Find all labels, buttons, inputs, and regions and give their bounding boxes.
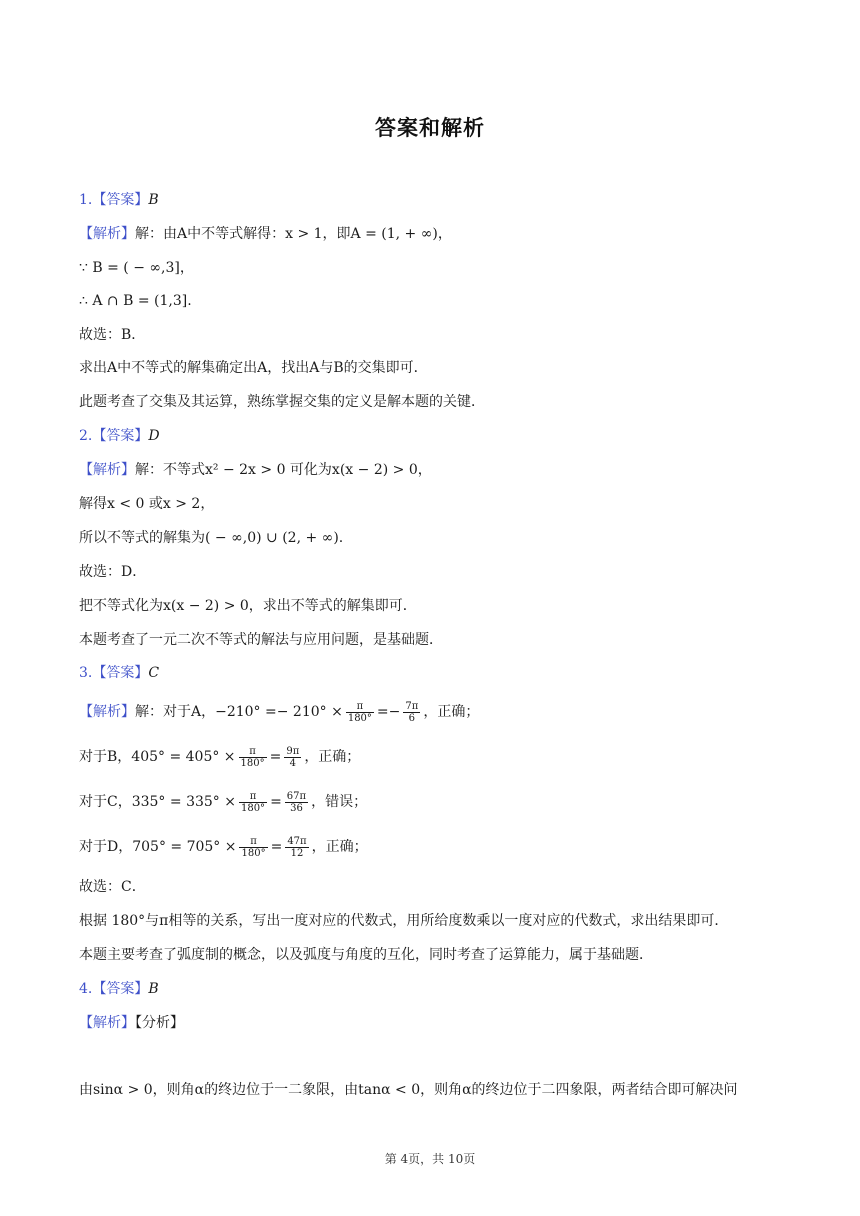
question-number: 1. [79,192,93,208]
answer-line-1 [79,190,159,210]
denominator: 6 [408,712,416,724]
formula-text: 对于D，705° = 705° × [79,839,237,855]
analysis-line: 本题主要考查了弧度制的概念，以及弧度与角度的互化，同时考查了运算能力，属于基础题． [79,947,653,963]
question-number: 2. [79,428,93,444]
formula-text: ，正确； [304,749,361,765]
analysis-tag: 【解析】 [79,704,135,720]
question-number: 4. [79,981,93,997]
formula-text: = [269,749,282,765]
fraction [403,701,420,724]
answer-tag: 【答案】 [92,428,149,444]
analysis-tag: 【解析】 [79,226,135,242]
analysis-line [79,1013,184,1033]
denominator: 180° [241,847,266,859]
formula-text: ，正确； [423,704,480,720]
analysis-line: 所以不等式的解集为( − ∞,0) ∪ (2, + ∞). [79,530,344,546]
numerator: π [239,746,267,758]
numerator: 67π [286,790,307,802]
formula-text: 对于C，335° = 335° × [79,794,236,810]
analysis-line: ∴ A ∩ B = (1,3]. [79,293,192,309]
question-number: 3. [79,665,93,681]
fraction [239,746,267,769]
analysis-line: 此题考查了交集及其运算，熟练掌握交集的定义是解本题的关键． [79,394,485,410]
formula-text: = [270,839,283,855]
formula-text: ，正确； [311,839,368,855]
denominator: 4 [289,757,297,769]
analysis-line: 把不等式化为x(x − 2) > 0，求出不等式的解集即可． [79,598,417,614]
analysis-line: 由sinα > 0，则角α的终边位于一二象限，由tanα < 0，则角α的终边位于二四象限，两者结合即可解决问 [79,1082,738,1098]
denominator: 180° [240,757,265,769]
formula-text: =− [376,704,401,720]
formula-text: = [270,794,282,810]
numerator: 47π [287,835,307,847]
fraction [284,746,301,769]
denominator: 180° [240,802,266,814]
answer-tag: 【答案】 [92,981,149,997]
formula-line [79,698,479,726]
analysis-line: 故选：C． [79,879,146,895]
formula-line [79,788,367,816]
analysis-line: 故选：D． [79,564,147,580]
answer-value: D [148,428,160,444]
numerator: π [346,701,374,713]
analysis-line [79,224,452,244]
analysis-tag: 【解析】 [79,462,135,478]
numerator: 7π [405,700,419,712]
formula-line [79,833,368,861]
answer-line-3 [79,663,159,683]
answer-value: C [148,665,160,681]
analysis-line: 根据 180°与π相等的关系，写出一度对应的代数式，用所给度数乘以一度对应的代数式，求出结果即可． [79,913,729,929]
page-footer: 第 4页，共 10页 [384,1152,476,1166]
answer-line-2 [79,426,160,446]
denominator: 180° [347,712,372,724]
fraction [285,791,308,814]
analysis-line: ∵ B = ( − ∞,3]， [79,260,194,276]
sub-tag: 【分析】 [135,1015,184,1031]
analysis-line [79,460,432,480]
page-title: 答案和解析 [375,116,485,140]
denominator: 12 [290,847,304,859]
formula-text: 解：对于A，−210° =− 210° × [135,704,343,720]
analysis-line: 解得x < 0 或x > 2， [79,496,215,512]
answer-value: B [148,192,159,208]
formula-text: ，错误； [311,794,368,810]
numerator: π [239,791,267,803]
analysis-line: 故选：B． [79,327,146,343]
fraction [346,701,374,724]
numerator: π [239,836,267,848]
fraction [239,836,267,859]
answer-tag: 【答案】 [92,665,149,681]
formula-line [79,743,360,771]
fraction [239,791,267,814]
analysis-line: 本题考查了一元二次不等式的解法与应用问题，是基础题． [79,632,443,648]
analysis-text: 解：由A中不等式解得：x > 1，即A = (1, + ∞)， [135,226,452,242]
fraction [285,836,308,859]
analysis-tag: 【解析】 [79,1015,135,1031]
analysis-text: 解：不等式x² − 2x > 0 可化为x(x − 2) > 0， [135,462,432,478]
denominator: 36 [290,802,303,814]
answer-line-4 [79,979,159,999]
answer-tag: 【答案】 [92,192,149,208]
answer-value: B [148,981,159,997]
formula-text: 对于B，405° = 405° × [79,749,236,765]
analysis-line: 求出A中不等式的解集确定出A，找出A与B的交集即可． [79,360,428,376]
numerator: 9π [286,745,300,757]
